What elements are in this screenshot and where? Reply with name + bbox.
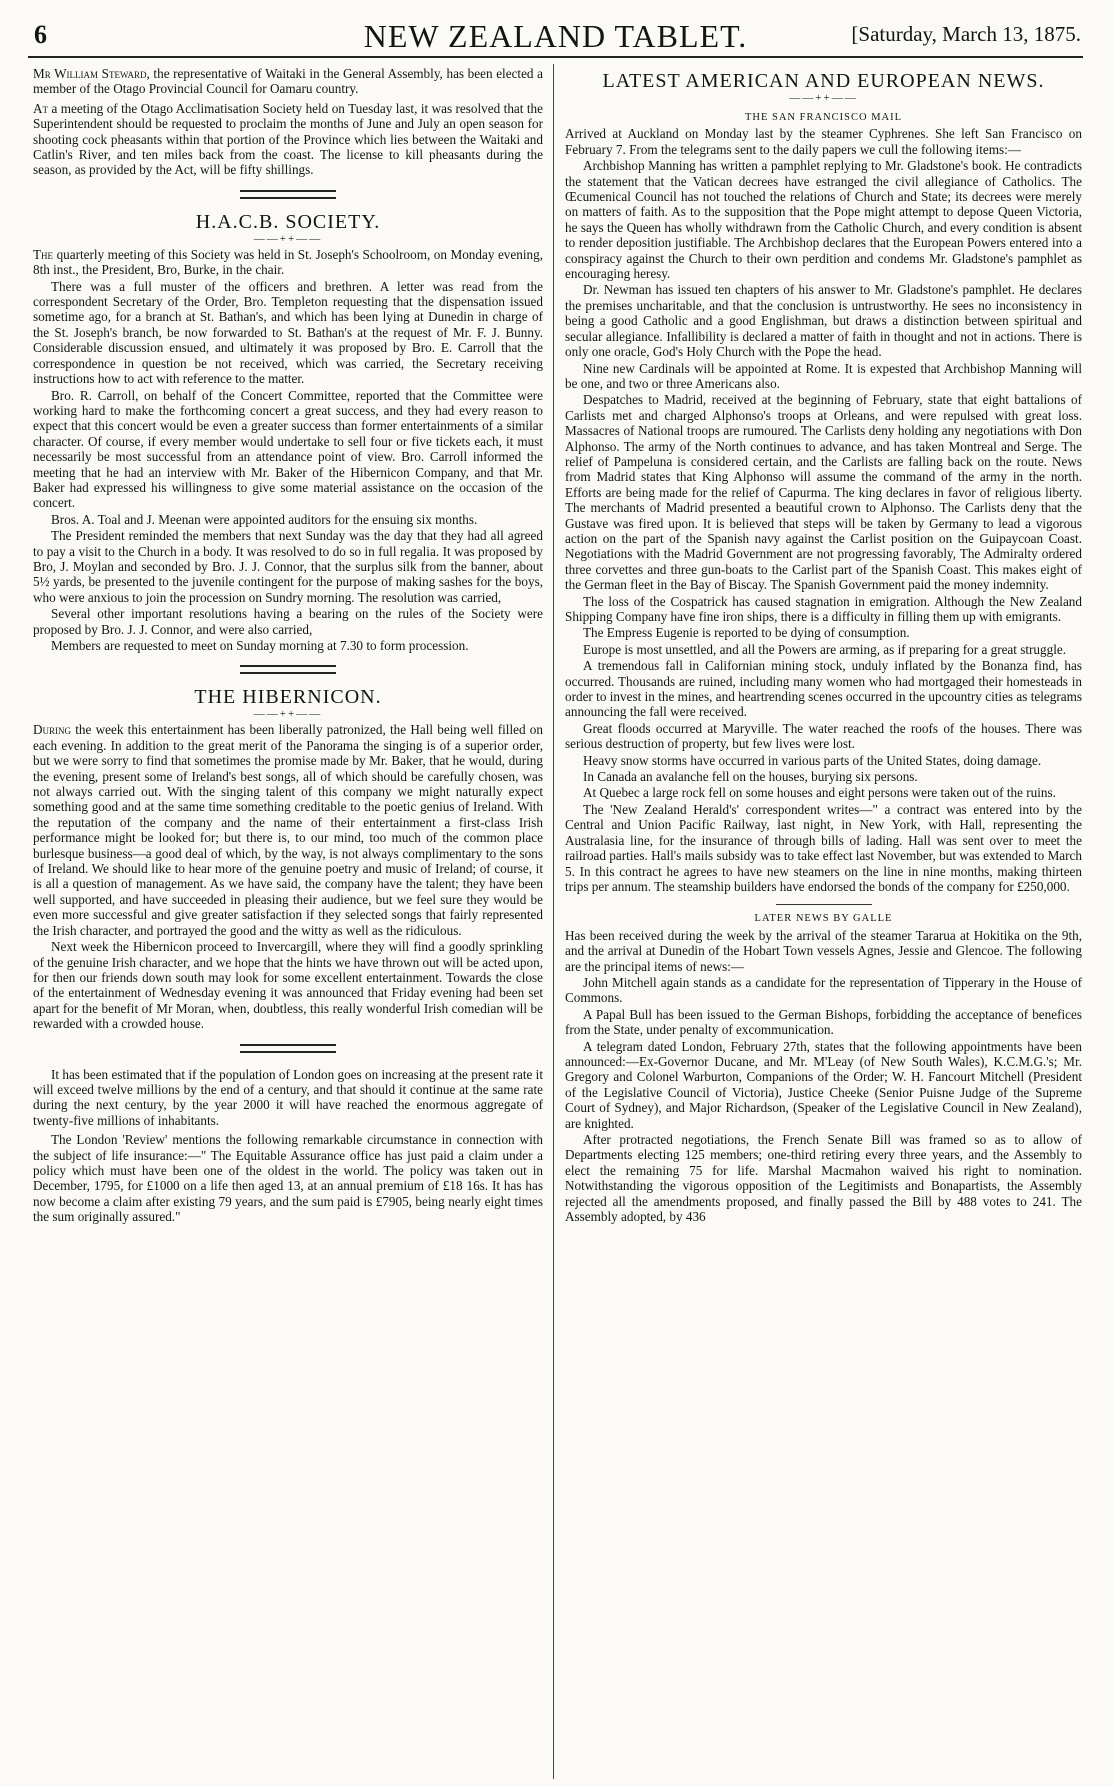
- hacb-paragraph: There was a full muster of the officers and brethren. A letter was read from the correspondent Secretary of the Order, Bro. Templeton requesting that the dispensation issued sometime ago, for a branch at St. Bathan's, and which has been lying at Dunedin in charge of the St. Joseph's branch, be now forwarded to St. Bathan's at the request of Mr. F. J. Bunny. Considerable discussion ensued, and ultimately it was proposed by Bro. E. Carroll that the correspondence in question be not received, which was carried, the Secretary receiving instructions how to act with reference to the matter.: [33, 278, 543, 387]
- acclimatisation-lead: At: [33, 100, 49, 116]
- news-heading: LATEST AMERICAN AND EUROPEAN NEWS.: [602, 70, 1045, 92]
- sf-paragraph: Heavy snow storms have occurred in various parts of the United States, doing damage.: [583, 752, 1042, 768]
- steward-text: the representative of Waitaki in the General Assembly, has been elected a member of the Otago Provincial Council for Oamaru country.: [33, 66, 543, 97]
- sf-paragraph: The Empress Eugenie is reported to be dying of consumption.: [583, 625, 910, 641]
- sf-paragraph: Dr. Newman has issued ten chapters of his answer to Mr. Gladstone's pamphlet. He declares the premises uncharitable, and that the conclusion is untrustworthy. He sees no inconsistency in being a good Catholic and a good Englishman, but draws a distinction between spiritual and secular allegiance. Infallibility is declared a matter of faith in thought and not in actions. There is only one oracle, God's Holy Church with the Pope the head.: [565, 282, 1082, 360]
- galle-subheading: LATER NEWS BY GALLE: [754, 913, 893, 925]
- ornament-icon: ——++——: [789, 92, 858, 104]
- sf-paragraph: The loss of the Cospatrick has caused stagnation in emigration. Although the New Zealand Shipping Company have fine iron ships, there is a difficulty in filling them up with emigrants.: [565, 593, 1082, 624]
- acclimatisation-text: a meeting of the Otago Acclimatisation Society held on Tuesday last, it was resolved that the Superintendent should be requested to proclaim the months of June and July an open season for shooting cock pheasants within that portion of the Province which lies between the Waitaki and Catlin's River, and ten miles back from the coast. The license to kill pheasants during the season, as provided by the Act, will be fifty shillings.: [33, 100, 543, 178]
- issue-date: [Saturday, March 13, 1875.: [851, 22, 1081, 46]
- san-francisco-subheading: THE SAN FRANCISCO MAIL: [744, 112, 903, 123]
- london-paragraph: It has been estimated that if the population of London goes on increasing at the present rate it will exceed twelve millions by the end of a century, and that should it continue at the same rate during the next century, by the year 2000 it will have reached the enormous aggregate of twenty-five millions of inhabitants.: [33, 1066, 543, 1128]
- steward-lead: Mr William Steward,: [33, 66, 150, 81]
- hacb-lead: The: [33, 246, 54, 262]
- ornament-icon: ——++——: [253, 232, 323, 245]
- sf-paragraph: At Quebec a large rock fell on some houses and eight persons were taken out of the ruins.: [583, 785, 1056, 801]
- sf-paragraph: In Canada an avalanche fell on the houses, burying six persons.: [583, 769, 918, 785]
- hibernicon-text: the week this entertainment has been liberally patronized, the Hall being well filled on each evening. In addition to the great merit of the Panorama the singing is of a superior order, but we were sorry to find that sometimes the promise made by Mr. Baker, that he would, during the evening, present some of Ireland's best songs, all of which should be carefully chosen, was not always carried out. With the singing talent of this company we might naturally expect something good and at the same time something creditable to the poetic genius of Ireland. With the reputation of the company and the name of their entertainment a first-class Irish performance might be looked for; but there is, to our mind, too much of the common place burlesque business—a good deal of which, by the way, is not always complimentary to the sons of Ireland. We should like to hear more of the genuine poetry and music of Ireland; of course, it is all a question of management. As we have said, the company have the talent; they have been well supported, and have succeeded in pleasing their audience, but we feel sure they would be even more successful and give greater satisfaction if they selected songs that fairly represented the Irish character, and portrayed the good and the witty as well as the ridiculous.: [33, 722, 543, 938]
- acclimatisation-paragraph: [33, 101, 543, 178]
- hacb-paragraph: [33, 247, 543, 278]
- sf-paragraph: Nine new Cardinals will be appointed at Rome. It is expested that Archbishop Manning will be one, and two or three Americans also.: [565, 360, 1082, 391]
- sf-paragraph: A tremendous fall in Californian mining stock, unduly inflated by the Bonanza find, has occurred. Thousands are ruined, including many women who had mortgaged their homesteads in order to invest in the mines, and heartrending scenes occurred in the upcountry cities as telegrams announcing the fall were received.: [565, 658, 1082, 720]
- ornament-icon: ——++——: [253, 708, 323, 721]
- galle-paragraph: John Mitchell again stands as a candidate for the representation of Tipperary in the House of Commons.: [565, 974, 1082, 1006]
- section-rule: [240, 1044, 336, 1053]
- section-rule: [240, 665, 336, 674]
- sf-paragraph: Europe is most unsettled, and all the Powers are arming, as if preparing for a great struggle.: [583, 641, 1067, 657]
- galle-paragraph: A Papal Bull has been issued to the German Bishops, forbidding the acceptance of benefices from the State, under penalty of excommunication.: [565, 1006, 1082, 1038]
- hacb-paragraph: Several other important resolutions having a bearing on the rules of the Society were proposed by Bro. J. J. Connor, and were also carried,: [33, 606, 543, 637]
- galle-paragraph: After protracted negotiations, the French Senate Bill was framed so as to allow of Departments electing 125 members; one-third retiring every three years, and the Assembly to elect the remaining 75 for life. Marshal Macmahon waived his right to nomination. Notwithstanding the vigorous opposition of the Legitimists and Bonapartists, the Assembly rejected all the amendments proposed, and finally passed the Bill by 488 votes to 241. The Assembly adopted, by 436: [565, 1132, 1082, 1225]
- sf-paragraph: Great floods occurred at Maryville. The water reached the roofs of the houses. There was serious destruction of property, but few lives were lost.: [565, 720, 1082, 752]
- hibernicon-heading: THE HIBERNICON.: [194, 686, 382, 709]
- hacb-paragraph: Bro. R. Carroll, on behalf of the Concert Committee, reported that the Committee were working hard to make the forthcoming concert a great success, and they had every reason to expect that this concert would be even a greater success than former entertainments of a similar character. Of course, if every member would undertake to sell four or five tickets each, it must necessarily be most successful from an attendance point of view. Bro. Carroll informed the meeting that he had an interview with Mr. Baker of the Hibernicon Company, and that Mr. Baker had expressed his willingness to give some material assistance on the occasion of the concert.: [33, 387, 543, 511]
- column-divider: [553, 64, 554, 1779]
- hacb-heading: H.A.C.B. SOCIETY.: [195, 210, 381, 233]
- hibernicon-paragraph: [33, 722, 543, 938]
- sf-paragraph: Despatches to Madrid, received at the beginning of February, state that eight battalions of Carlists met and charged Alphonso's troops at Orleans, and were repulsed with great loss. Massacres of National troops are rumoured. The Carlists deny holding any negotiations with Don Alphonso. The army of the North continues to advance, and has taken Montreal and Serge. The relief of Pampeluna is considered certain, and the Carlists are falling back on the route. News from Madrid states that King Alphonso will assume the command of the army in the north. Efforts are being made for the relief of Capurma. The king declares in favor of religious liberty. The merchants of Madrid presented a beautiful crown to Alphonso. The Carlists deny that the Gustave was fired upon. It is believed that steps will be taken by Germany to lead a vigorous action on the part of the Spanish navy against the Carlist position on the Guipaycoan Coast. Negotiations with the Madrid Government are not progressing favorably, The Admiralty ordered three corvettes and three gun-boats to the Carlist part of the Spanish Coast. This makes eight of the German fleet in the Bay of Biscay. The Spanish Government paid the money indemnity.: [565, 392, 1082, 593]
- newspaper-title: NEW ZEALAND TABLET.: [363, 18, 748, 54]
- london-paragraph: The London 'Review' mentions the following remarkable circumstance in connection with the subject of life insurance:—" The Equitable Assurance office has just paid a claim under a policy which must have been one of the oldest in the world. The policy was taken out in December, 1795, for £1000 on a life then aged 13, at an annual premium of £18 16s. It has has now become a claim after existing 79 years, and the sum paid is £7905, being nearly eight times the sum originally assured.": [33, 1132, 543, 1225]
- sf-paragraph: Arrived at Auckland on Monday last by the steamer Cyphrenes. She left San Francisco on February 7. From the telegrams sent to the daily papers we cull the following items:—: [565, 126, 1082, 157]
- galle-paragraph: A telegram dated London, February 27th, states that the following appointments have been announced:—Ex-Governor Ducane, and Mr. M'Leay (of New South Wales), K.C.M.G.'s; Mr. Gregory and Colonel Warburton, Companions of the Order; W. H. Fancourt Mitchell (President of the Legislative Council of Victoria), Justice Cheeke (Senior Puisne Judge of the Supreme Court of Sydney), and Major Richardson, (Speaker of the Legislative Council in New Zealand), are knighted.: [565, 1038, 1082, 1131]
- section-rule: [776, 904, 872, 905]
- hibernicon-lead: During: [33, 722, 72, 738]
- galle-paragraph: Has been received during the week by the arrival of the steamer Tararua at Hokitika on the 9th, and the arrival at Dunedin of the Hobart Town vessels Agnes, Jessie and Glencoe. The following are the principal items of news:—: [565, 927, 1082, 974]
- hacb-paragraph: Bros. A. Toal and J. Meenan were appointed auditors for the ensuing six months.: [51, 511, 478, 527]
- left-column: [33, 66, 543, 1782]
- masthead: [28, 12, 1083, 58]
- right-column: [565, 66, 1082, 1782]
- hacb-paragraph: Members are requested to meet on Sunday morning at 7.30 to form procession.: [51, 638, 469, 653]
- hacb-paragraph: The President reminded the members that next Sunday was the day that they had all agreed to pay a visit to the Church in a body. It was resolved to do so in full regalia. It was proposed by Bro, J. Moylan and seconded by Bro. J. J. Connor, that the surplus silk from the banner, about 5½ yards, be presented to the juvenile contingent for the purpose of making sashes for the boys, who were anxious to join the procession on Sundry morning. The resolution was carried,: [33, 528, 543, 605]
- sf-paragraph: The 'New Zealand Herald's' correspondent writes—" a contract was entered into by the Central and Union Pacific Railway, last night, in New York, with Hall, representing the Australasia line, for the insurance of through bills of lading. Hall was sent over to meet the railroad parties. Hall's mails subsidy was to take effect last November, but was extended to March 5. In this contract he agrees to have new steamers on the line in nine months, making thirteen trips per annum. The steamship builders have endorsed the bonds of the company for £250,000.: [565, 801, 1082, 894]
- steward-paragraph: [33, 66, 543, 97]
- hacb-text: quarterly meeting of this Society was held in St. Joseph's Schoolroom, on Monday evening, 8th inst., the President, Bro, Burke, in the chair.: [33, 246, 543, 278]
- page-number: 6: [34, 20, 47, 49]
- sf-paragraph: Archbishop Manning has written a pamphlet replying to Mr. Gladstone's book. He contradicts the statement that the Vatican decrees have estranged the civil allegiance of Catholics. The Œcumenical Council has not touched the relations of Church and State; its decrees were merely on matters of faith. As to the supposition that the Pope might attempt to depose Queen Victoria, he says the Queen has wholly withdrawn from the Catholic Church, and every condition is absent to render deposition justifiable. The Archbishop declares that the European Powers entered into a conspiracy against the Church to their own perdition and condems Mr. Gladstone's pamphlet as encouraging heresy.: [565, 158, 1082, 282]
- section-rule: [240, 190, 336, 199]
- hibernicon-paragraph: Next week the Hibernicon proceed to Invercargill, where they will find a goodly sprinkling of the genuine Irish character, and we hope that the hints we have thrown out will be acted upon, for then our friends down south may look for some excellent entertainment. Towards the close of the entertainment of Wednesday evening it was announced that Friday evening had been set apart for the benefit of Mr Moran, when, doubtless, this really wonderful Irish comedian will be rewarded with a crowded house.: [33, 939, 543, 1032]
